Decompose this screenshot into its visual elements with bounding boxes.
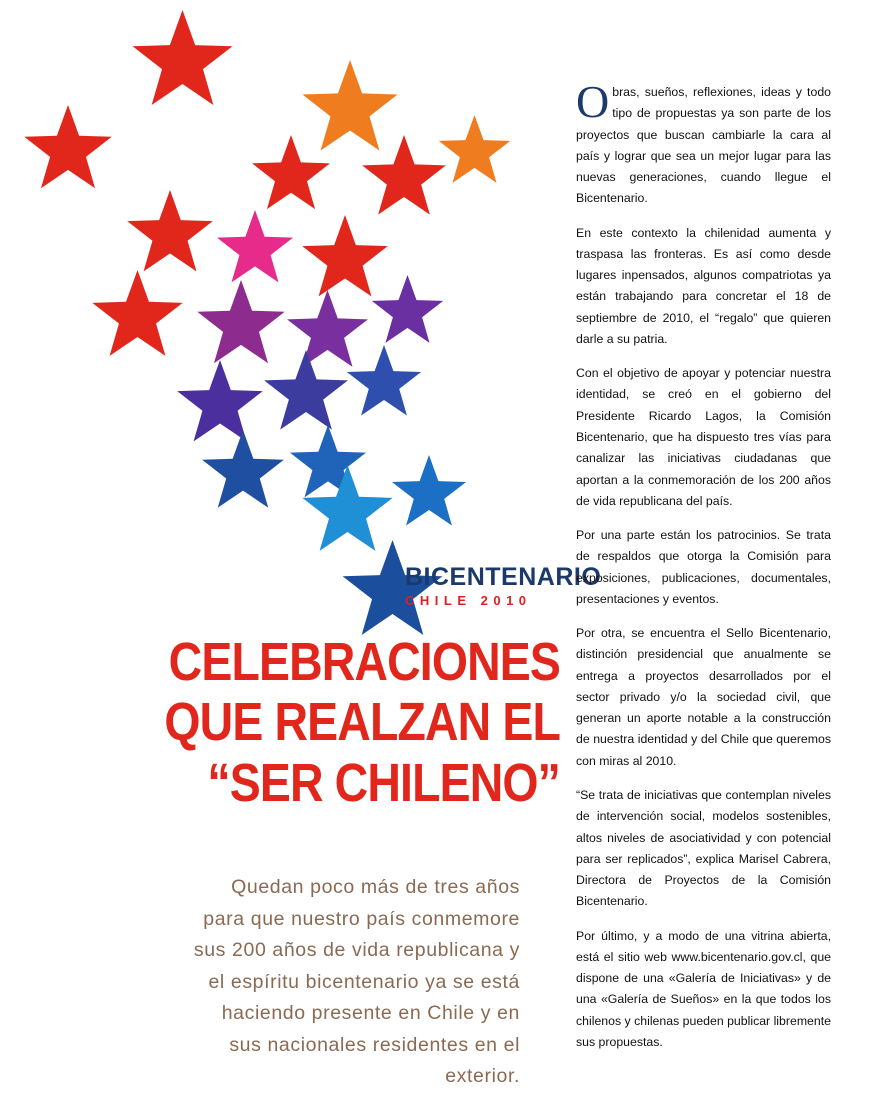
star-graphic [0, 0, 560, 630]
article-body [576, 76, 831, 1066]
article-deck [190, 872, 520, 1093]
bicentenario-logo [405, 563, 602, 608]
star-icon [90, 270, 185, 365]
article-paragraph-7: Por último, y a modo de una vitrina abierta, está el sitio web www.bicentenario.gov.cl, que dispone de una «Galería de Iniciativas» y de una «Galería de Sueños» en la que todos los chilenos y chilenas pueden publicar libremente sus propuestas. [576, 928, 831, 1049]
star-icon [437, 115, 512, 190]
article-paragraph-4: Por una parte están los patrocinios. Se trata de respaldos que otorga la Comisión para exposiciones, publicaciones, documentales, presentaciones y eventos. [576, 528, 831, 606]
article-paragraph-1-text: bras, sueños, reflexiones, ideas y todo tipo de propuestas ya son parte de los proyectos que buscan cambiarle la cara al país y lograr que sea un mejor lugar para las nuevas generaciones, cuando llegue el Bicentenario. [576, 85, 831, 206]
star-icon [360, 135, 448, 223]
article-paragraph-2: En este contexto la chilenidad aumenta y traspasa las fronteras. Es así como desde lugares inpensados, algunos compatriotas ya están trabajando para concretar el 18 de septiembre de 2010, el “regalo” que quieren darle a su patria. [576, 225, 831, 346]
star-icon [200, 430, 286, 516]
star-icon [250, 135, 332, 217]
page-title [113, 632, 560, 813]
headline-line-3: “SER CHILENO” [207, 752, 560, 813]
star-icon [22, 105, 114, 197]
star-icon [130, 10, 235, 115]
logo-title: BICENTENARIO [405, 563, 602, 591]
star-icon [370, 275, 445, 350]
logo-subtitle: CHILE 2010 [405, 593, 532, 608]
headline-line-2: QUE REALZAN EL [164, 692, 561, 753]
article-paragraph-3: Con el objetivo de apoyar y potenciar nuestra identidad, se creó en el gobierno del Presidente Ricardo Lagos, la Comisión Bicentenario, que ha dispuesto tres vías para canalizar las iniciativas ciudadanas que aportan a la conmemoración de los 200 años de vida republicana del país. [576, 366, 831, 508]
drop-cap: O [576, 76, 610, 127]
article-paragraph-6: “Se trata de iniciativas que contemplan niveles de intervención social, modelos sostenibles, altos niveles de asociatividad y con potencial para ser replicados”, explica Marisel Cabrera, Directora de Proyectos de la Comisión Bicentenario. [576, 787, 831, 909]
star-icon [390, 455, 468, 533]
deck-text: Quedan poco más de tres años para que nuestro país conmemore sus 200 años de vida republicana y el espíritu bicentenario ya se está haciendo presente en Chile y en sus nacionales residentes en el exterior. [193, 876, 520, 1088]
headline-line-1: CELEBRACIONES [168, 632, 560, 692]
star-icon [345, 345, 423, 423]
article-paragraph-5: Por otra, se encuentra el Sello Bicentenario, distinción presidencial que anualmente se entrega a proyectos desarrollados por el sector privado y/o la sociedad civil, que generan un aporte notable a la construcción de nuestra identidad y del Chile que queremos con miras al 2010. [576, 626, 831, 768]
star-icon [125, 190, 215, 280]
star-icon [215, 210, 295, 290]
article-paragraph-1 [576, 76, 831, 210]
